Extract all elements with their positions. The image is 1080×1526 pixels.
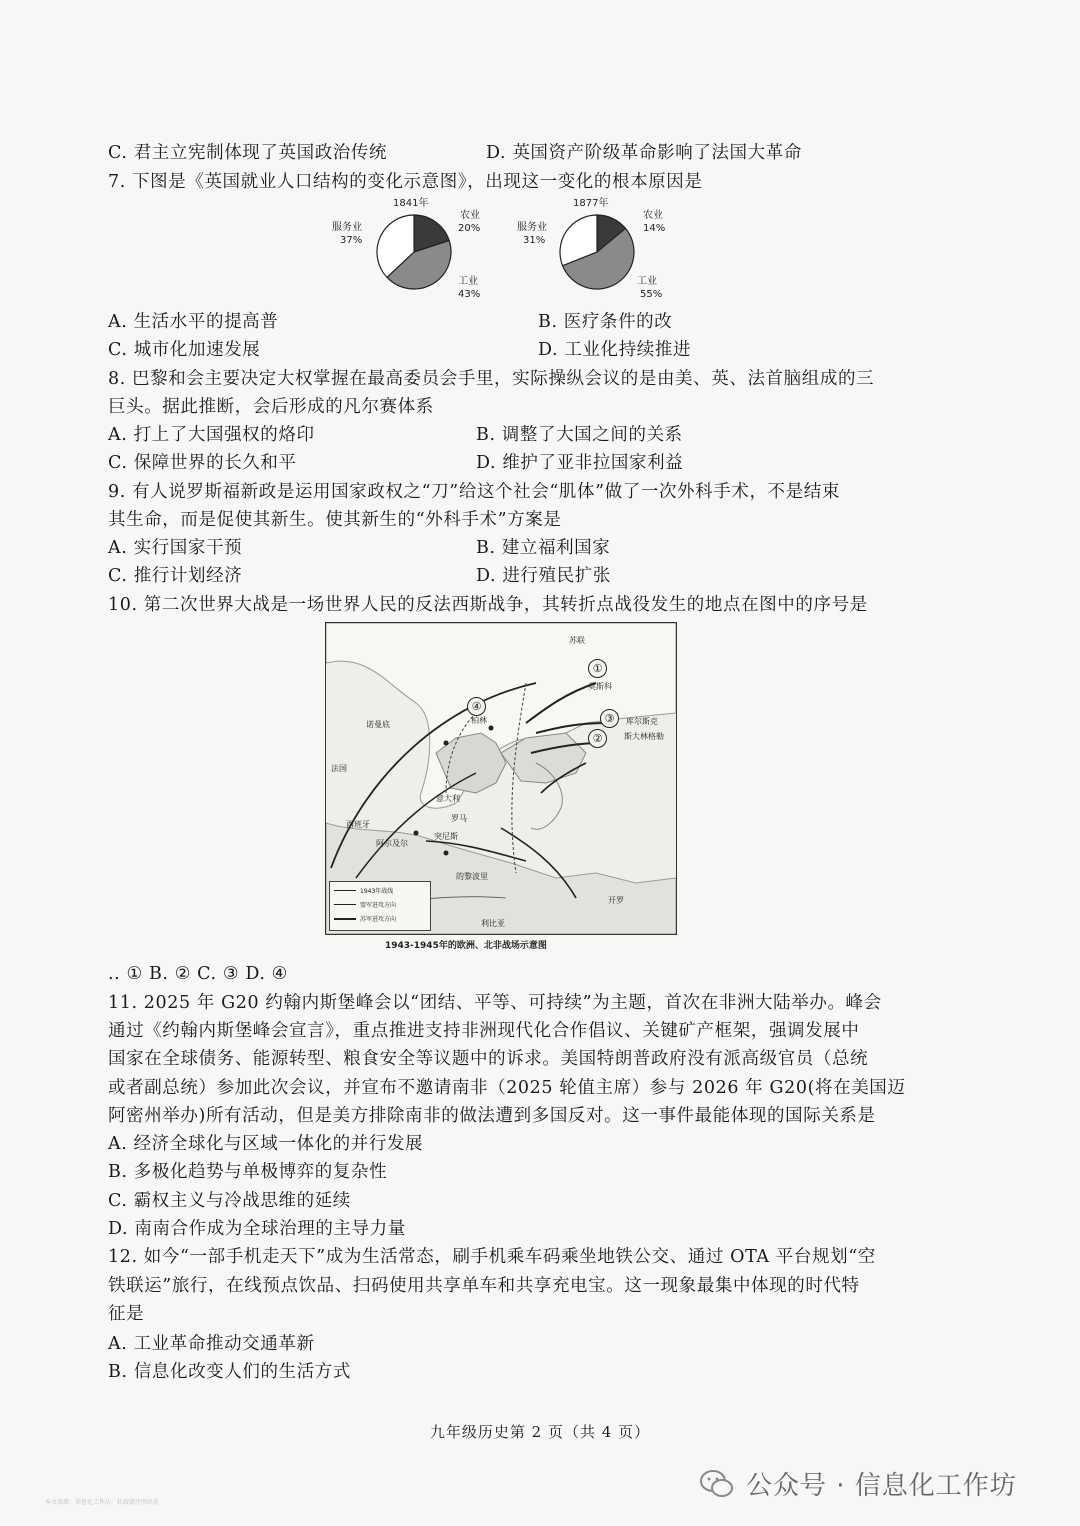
map-label-libya: 利比亚 xyxy=(481,919,505,928)
q8-option-c: C. 保障世界的长久和平 xyxy=(108,453,297,473)
pie-1841-year: 1841年 xyxy=(393,198,429,209)
pie-1877-industry-pct: 55% xyxy=(640,289,663,300)
q7-option-b: B. 医疗条件的改 xyxy=(538,312,673,332)
q11-option-c: C. 霸权主义与冷战思维的延续 xyxy=(108,1191,351,1211)
pie-1841-industry-label: 工业 xyxy=(458,276,478,287)
q11-stem-3: 国家在全球债务、能源转型、粮食安全等议题中的诉求。美国特朗普政府没有派高级官员（总统 xyxy=(108,1049,869,1069)
map-label-italy: 意大利 xyxy=(436,794,460,803)
q11-option-d: D. 南南合作成为全球治理的主导力量 xyxy=(108,1219,406,1239)
legend-soviet-advance: 苏军进攻方向 xyxy=(360,916,397,923)
q12-option-b: B. 信息化改变人们的生活方式 xyxy=(108,1362,351,1382)
map-marker-3: ③ xyxy=(600,709,619,728)
map-label-kursk: 库尔斯克 xyxy=(626,717,658,726)
q10-stem: 10. 第二次世界大战是一场世界人民的反法西斯战争，其转折点战役发生的地点在图中的序号是 xyxy=(108,595,868,615)
map-label-sulian: 苏联 xyxy=(569,636,585,645)
q9-option-b: B. 建立福利国家 xyxy=(476,538,611,558)
pie-1877-agri-pct: 14% xyxy=(643,223,666,234)
page-footer: 九年级历史第 2 页（共 4 页） xyxy=(429,1423,651,1441)
pie-1841-agri-pct: 20% xyxy=(458,223,481,234)
q6-option-d: D. 英国资产阶级革命影响了法国大革命 xyxy=(486,143,802,163)
q11-option-b: B. 多极化趋势与单极博弈的复杂性 xyxy=(108,1162,388,1182)
q8-option-d: D. 维护了亚非拉国家利益 xyxy=(476,453,684,473)
q9-option-d: D. 进行殖民扩张 xyxy=(476,566,611,586)
map-label-moscow: 莫斯科 xyxy=(588,682,612,691)
map-label-algeria: 阿尔及尔 xyxy=(376,839,408,848)
map-label-france: 法国 xyxy=(331,764,347,773)
q7-option-c: C. 城市化加速发展 xyxy=(108,340,261,360)
q8-stem-2: 巨头。据此推断，会后形成的凡尔赛体系 xyxy=(108,397,434,417)
q7-option-d: D. 工业化持续推进 xyxy=(538,340,692,360)
q12-stem-3: 征是 xyxy=(108,1304,145,1324)
map-label-normandy: 诺曼底 xyxy=(366,720,390,729)
q11-stem-2: 通过《约翰内斯堡峰会宣言》，重点推进支持非洲现代化合作倡议、关键矿产框架，强调发展中 xyxy=(108,1021,860,1041)
q9-option-c: C. 推行计划经济 xyxy=(108,566,243,586)
pie-1841-service-label: 服务业 xyxy=(332,222,362,233)
q7-option-a: A. 生活水平的提高普 xyxy=(108,312,279,332)
map-marker-4: ④ xyxy=(467,697,486,716)
map-marker-2: ② xyxy=(588,729,607,748)
map-label-egypt: 开罗 xyxy=(608,896,624,905)
map-caption: 1943-1945年的欧洲、北非战场示意图 xyxy=(385,941,547,951)
q12-option-a: A. 工业革命推动交通革新 xyxy=(108,1334,315,1354)
map-label-tunis: 突尼斯 xyxy=(434,832,458,841)
pie-1841-agri-label: 农业 xyxy=(460,210,480,221)
pie-1877-agri-label: 农业 xyxy=(643,210,663,221)
pie-1877-year: 1877年 xyxy=(573,198,609,209)
q8-stem-1: 8. 巴黎和会主要决定大权掌握在最高委员会手里，实际操纵会议的是由美、英、法首脑组成的三 xyxy=(108,369,875,389)
pie-1877-industry-label: 工业 xyxy=(637,276,657,287)
map-legend xyxy=(329,881,431,931)
q9-stem-1: 9. 有人说罗斯福新政是运用国家政权之“刀”给这个社会“肌体”做了一次外科手术，不是结束 xyxy=(108,482,840,502)
map-label-stalingrad: 斯大林格勒 xyxy=(624,732,664,741)
q11-stem-4: 或者副总统）参加此次会议，并宣布不邀请南非（2025 轮值主席）参与 2026 年 G20(将在美国迈 xyxy=(108,1078,906,1098)
pie-1877-service-label: 服务业 xyxy=(517,222,547,233)
pie-1877-service-pct: 31% xyxy=(523,235,546,246)
legend-allied-advance: 盟军进攻方向 xyxy=(360,902,397,909)
q10-options: .. ① B. ② C. ③ D. ④ xyxy=(108,964,288,984)
pie-1841-svg xyxy=(374,212,454,292)
q11-stem-1: 11. 2025 年 G20 约翰内斯堡峰会以“团结、平等、可持续”为主题，首次在非洲大陆举办。峰会 xyxy=(108,993,882,1013)
map-marker-1: ① xyxy=(588,659,607,678)
q8-option-a: A. 打上了大国强权的烙印 xyxy=(108,425,315,445)
wechat-watermark xyxy=(700,1465,1017,1502)
pie-1841-industry-pct: 43% xyxy=(458,289,481,300)
q9-stem-2: 其生命，而是促使其新生。使其新生的“外科手术”方案是 xyxy=(108,510,562,530)
q9-option-a: A. 实行国家干预 xyxy=(108,538,243,558)
map-label-rome: 罗马 xyxy=(451,814,467,823)
pie-1841-service-pct: 37% xyxy=(340,235,363,246)
pie-chart-1877 xyxy=(515,198,695,308)
watermark-text: 公众号 · 信息化工作坊 xyxy=(746,1471,1017,1501)
q8-option-b: B. 调整了大国之间的关系 xyxy=(476,425,683,445)
tiny-footnote: 本文来源：信息化工作坊，转载请注明出处 xyxy=(45,1499,160,1506)
pie-1877-svg xyxy=(557,212,637,292)
legend-front-1943: 1943年战线 xyxy=(360,888,394,895)
ww2-europe-map xyxy=(325,622,677,935)
map-label-berlin: 柏林 xyxy=(471,716,487,725)
map-label-spain: 西班牙 xyxy=(346,820,370,829)
q11-option-a: A. 经济全球化与区域一体化的并行发展 xyxy=(108,1134,424,1154)
pie-chart-1841 xyxy=(330,198,500,308)
map-label-tripoli: 的黎波里 xyxy=(456,872,488,881)
q12-stem-2: 铁联运”旅行，在线预点饮品、扫码使用共享单车和共享充电宝。这一现象最集中体现的时代特 xyxy=(108,1276,860,1296)
q11-stem-5: 阿密州举办)所有活动，但是美方排除南非的做法遭到多国反对。这一事件最能体现的国际关系是 xyxy=(108,1106,876,1126)
q12-stem-1: 12. 如今“一部手机走天下”成为生活常态，刷手机乘车码乘坐地铁公交、通过 OTA 平台规划“空 xyxy=(108,1247,876,1267)
q7-stem: 7. 下图是《英国就业人口结构的变化示意图》，出现这一变化的根本原因是 xyxy=(108,172,703,192)
wechat-icon xyxy=(700,1469,734,1499)
q6-option-c: C. 君主立宪制体现了英国政治传统 xyxy=(108,143,388,163)
